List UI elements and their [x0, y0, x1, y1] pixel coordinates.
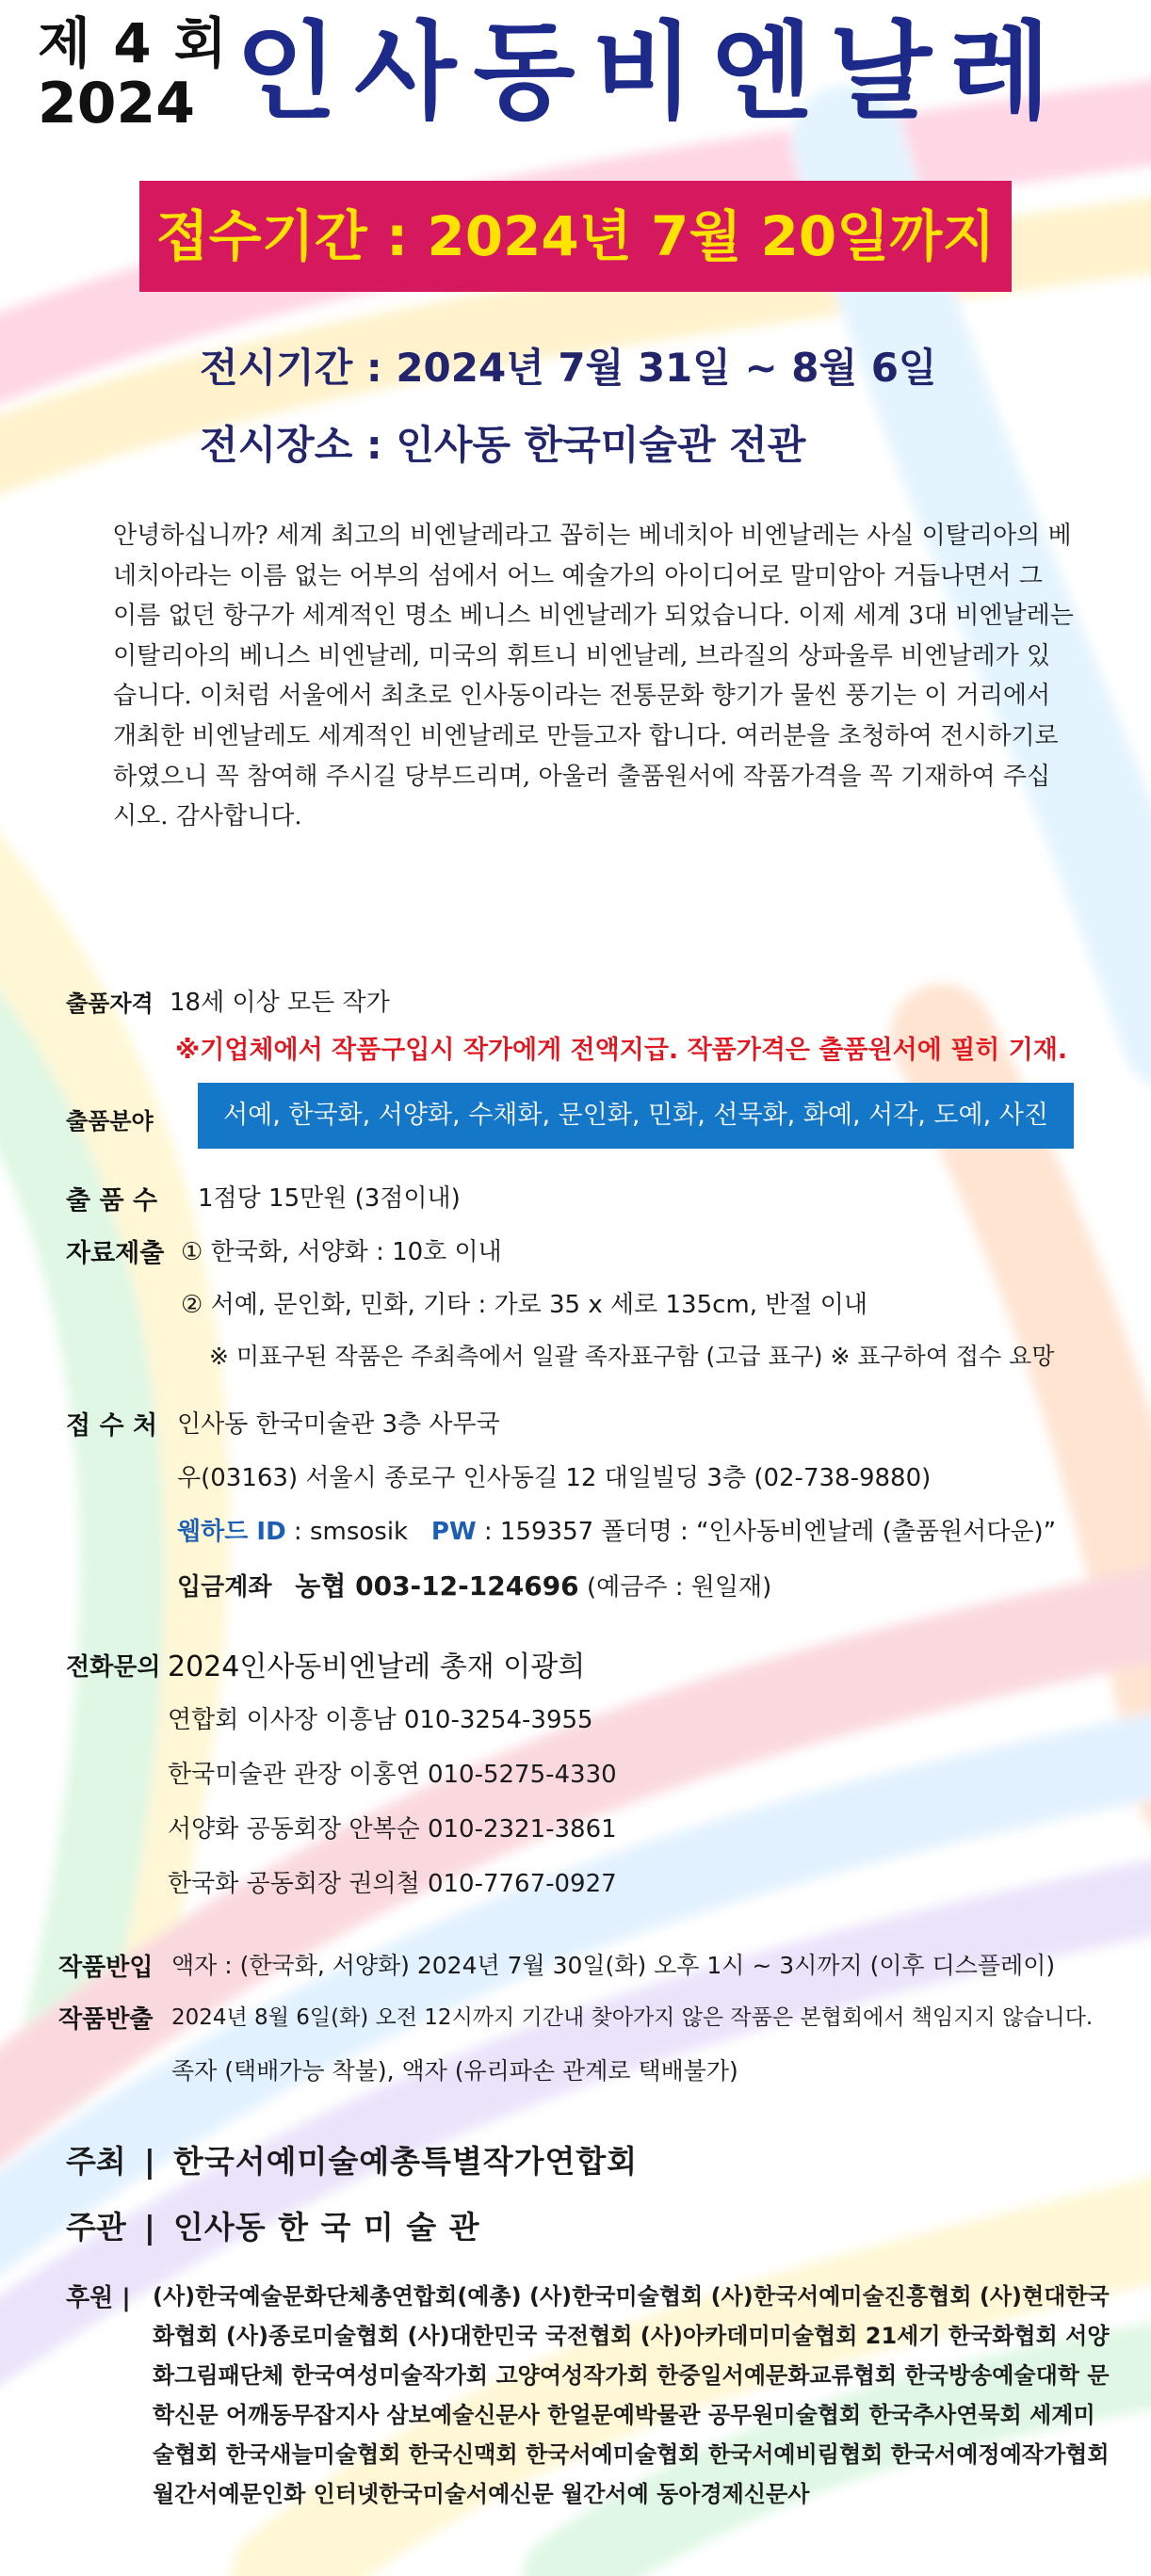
year: 2024	[38, 71, 195, 137]
account-number: 농협 003-12-124696	[295, 1570, 579, 1602]
contact-label: 전화문의	[66, 1653, 161, 1682]
submission-note: ※ 미표구된 작품은 주최측에서 일괄 족자표구함 (고급 표구) ※ 표구하여 접수 요망	[209, 1343, 1055, 1370]
fields-banner	[198, 1083, 1074, 1149]
account-label: 입금계좌	[177, 1573, 272, 1602]
edition-number: 제 4 회	[38, 11, 229, 75]
submission-label: 자료제출	[66, 1239, 165, 1268]
webhard-id-label: 웹하드 ID	[177, 1518, 286, 1546]
poster-title: 인사동비엔날레	[235, 11, 1068, 134]
organizer-value: 인사동 한 국 미 술 관	[173, 2209, 480, 2246]
reception-address: 우(03163) 서울시 종로구 인사동길 12 대일빌딩 3층 (02-738-9880)	[177, 1464, 932, 1492]
delivery-label: 작품반입	[58, 1954, 154, 1982]
eligibility-value: 18세 이상 모든 작가	[170, 989, 390, 1017]
sponsors-label: 후원 |	[66, 2284, 131, 2312]
delivery-value: 액자 : (한국화, 서양화) 2024년 7월 30일(화) 오후 1시 ~ 3시까지 (이후 디스플레이)	[171, 1952, 1056, 1979]
contact-person: 서양화 공동회장 안복순 010-2321-3861	[168, 1815, 617, 1843]
account-holder: (예금주 : 원일재)	[586, 1573, 772, 1602]
return-note: 족자 (택배가능 착불), 액자 (유리파손 관계로 택배불가)	[171, 2057, 738, 2085]
contact-person: 한국미술관 관장 이홍연 010-5275-4330	[168, 1761, 617, 1789]
exhibition-venue: 전시장소 : 인사동 한국미술관 전관	[200, 422, 806, 468]
webhard-pw-value: : 159357 폴더명 : “인사동비엔날레 (출품원서다운)”	[476, 1518, 1057, 1546]
entries-label: 출 품 수	[66, 1186, 158, 1216]
contact-person: 한국화 공동회장 권의철 010-7767-0927	[168, 1870, 617, 1898]
separator: |	[143, 2143, 155, 2180]
fields-label: 출품분야	[66, 1108, 154, 1135]
contact-head: 2024인사동비엔날레 총재 이광희	[168, 1650, 586, 1683]
deadline-banner	[139, 181, 1012, 292]
eligibility-note: ※기업체에서 작품구입시 작가에게 전액지급. 작품가격은 출품원서에 필히 기재.	[175, 1036, 1068, 1065]
intro-paragraph: 안녕하십니까? 세계 최고의 비엔날레라고 꼽히는 베네치아 비엔날레는 사실 이탈리아의 베네치아라는 이름 없는 어부의 섬에서 어느 예술가의 아이디어로 말미암아 거듭나면서 그 이름 없던 항구가 세계적인 명소 베니스 비엔날레가 되었습니다. 이제 세계 3대 비엔날레는 이탈리아의 베니스 비엔날레, 미국의 휘트니 비엔날레, 브라질의 상파울루 비엔날레가 있습니다. 이처럼 서울에서 최초로 인사동이라는 전통문화 향기가 물씬 풍기는 이 거리에서 개최한 비엔날레도 세계적인 비엔날레로 만들고자 합니다. 여러분을 초청하여 전시하기로 하였으니 꼭 참여해 주시길 당부드리며, 아울러 출품원서에 작품가격을 꼭 기재하여 주십시오. 감사합니다.	[113, 522, 1074, 831]
webhard-id-value: : smsosik	[285, 1518, 409, 1546]
reception-place: 인사동 한국미술관 3층 사무국	[177, 1410, 500, 1439]
deadline-text: 접수기간 : 2024년 7월 20일까지	[155, 204, 996, 268]
webhard-line	[177, 1512, 1056, 1547]
host-line	[66, 2137, 638, 2182]
fields-value: 서예, 한국화, 서양화, 수채화, 문인화, 민화, 선묵화, 화예, 서각, 도예, 사진	[223, 1101, 1048, 1130]
organizer-line	[66, 2203, 479, 2247]
sponsors-list: (사)한국예술문화단체총연합회(예총) (사)한국미술협회 (사)한국서예미술진흥협회 (사)현대한국화협회 (사)종로미술협회 (사)대한민국 국전협회 (사)아카데미미술협회 21세기 한국화협회 서양화그림패단체 한국여성미술작가회 고양여성작가회 한중일서예문화교류협회 한국방송예술대학 문학신문 어깨동무잡지사 삼보예술신문사 한얼문예박물관 공무원미술협회 한국추사연묵회 세계미술협회 한국새늘미술협회 한국신맥회 한국서예미술협회 한국서예비림협회 한국서예정예작가협회 월간서예문인화 인터넷한국미술서예신문 월간서예 동아경제신문사	[153, 2283, 1110, 2507]
return-label: 작품반출	[58, 2005, 154, 2034]
submission-line1: ① 한국화, 서양화 : 10호 이내	[181, 1238, 502, 1266]
eligibility-label: 출품자격	[66, 990, 154, 1017]
organizer-label: 주관	[66, 2209, 126, 2246]
host-label: 주최	[66, 2143, 126, 2180]
entries-value: 1점당 15만원 (3점이내)	[198, 1184, 461, 1213]
exhibition-period: 전시기간 : 2024년 7월 31일 ~ 8월 6일	[200, 345, 937, 391]
separator: |	[143, 2209, 155, 2246]
contact-person: 연합회 이사장 이흥남 010-3254-3955	[168, 1706, 593, 1734]
webhard-pw-label: PW	[430, 1518, 477, 1546]
return-value: 2024년 8월 6일(화) 오전 12시까지 기간내 찾아가지 않은 작품은 본협회에서 책임지지 않습니다.	[171, 2005, 1094, 2030]
account-line	[177, 1566, 771, 1603]
submission-line2: ② 서예, 문인화, 민화, 기타 : 가로 35 x 세로 135cm, 반절 이내	[181, 1291, 867, 1319]
host-value: 한국서예미술예총특별작가연합회	[173, 2143, 639, 2180]
reception-label: 접 수 처	[66, 1411, 158, 1441]
